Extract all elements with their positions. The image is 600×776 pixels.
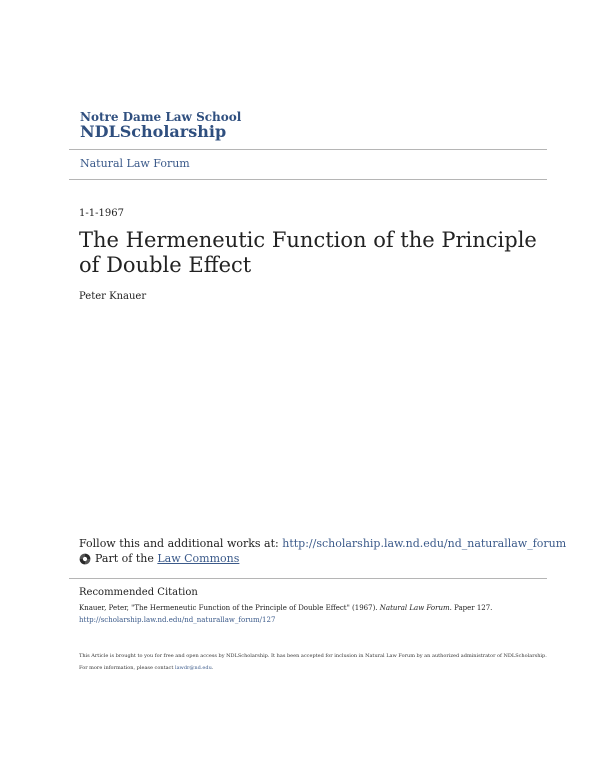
follow-url-link[interactable]: http://scholarship.law.nd.edu/nd_naturallaw_forum <box>282 537 567 550</box>
citation-journal: Natural Law Forum. <box>379 604 452 612</box>
notice-end: . <box>211 665 214 671</box>
part-of-prefix: Part of the <box>95 552 154 565</box>
article-title: The Hermeneutic Function of the Principle of Double Effect <box>79 228 537 277</box>
recommended-citation-heading: Recommended Citation <box>79 587 198 598</box>
repository-name: NDLScholarship <box>80 122 227 141</box>
school-name: Notre Dame Law School <box>80 110 242 124</box>
collection-link[interactable]: Natural Law Forum <box>80 157 190 170</box>
access-notice <box>79 650 549 674</box>
divider-citation <box>69 578 547 579</box>
follow-prefix: Follow this and additional works at: <box>79 537 279 550</box>
citation-paper: Paper 127. <box>454 604 493 612</box>
follow-line <box>79 537 566 550</box>
article-author: Peter Knauer <box>79 291 147 302</box>
divider-top <box>69 149 547 150</box>
citation-text: Knauer, Peter, "The Hermeneutic Function of the Principle of Double Effect" (1967). <box>79 604 378 612</box>
part-of-line <box>79 552 239 565</box>
publication-date: 1-1-1967 <box>79 208 124 219</box>
notice-text: This Article is brought to you for free and open access by NDLScholarship. It has been accepted for inclusion in Natural Law Forum by an authorized administrator of NDLScholarship. For more information, please contact <box>79 653 547 671</box>
law-commons-link[interactable]: Law Commons <box>157 552 240 565</box>
contact-email-link[interactable]: lawdr@nd.edu <box>174 665 212 671</box>
citation-block <box>79 602 549 626</box>
divider-header <box>69 179 547 180</box>
citation-url-link[interactable]: http://scholarship.law.nd.edu/nd_naturallaw_forum/127 <box>79 616 276 624</box>
commons-icon <box>79 553 91 565</box>
